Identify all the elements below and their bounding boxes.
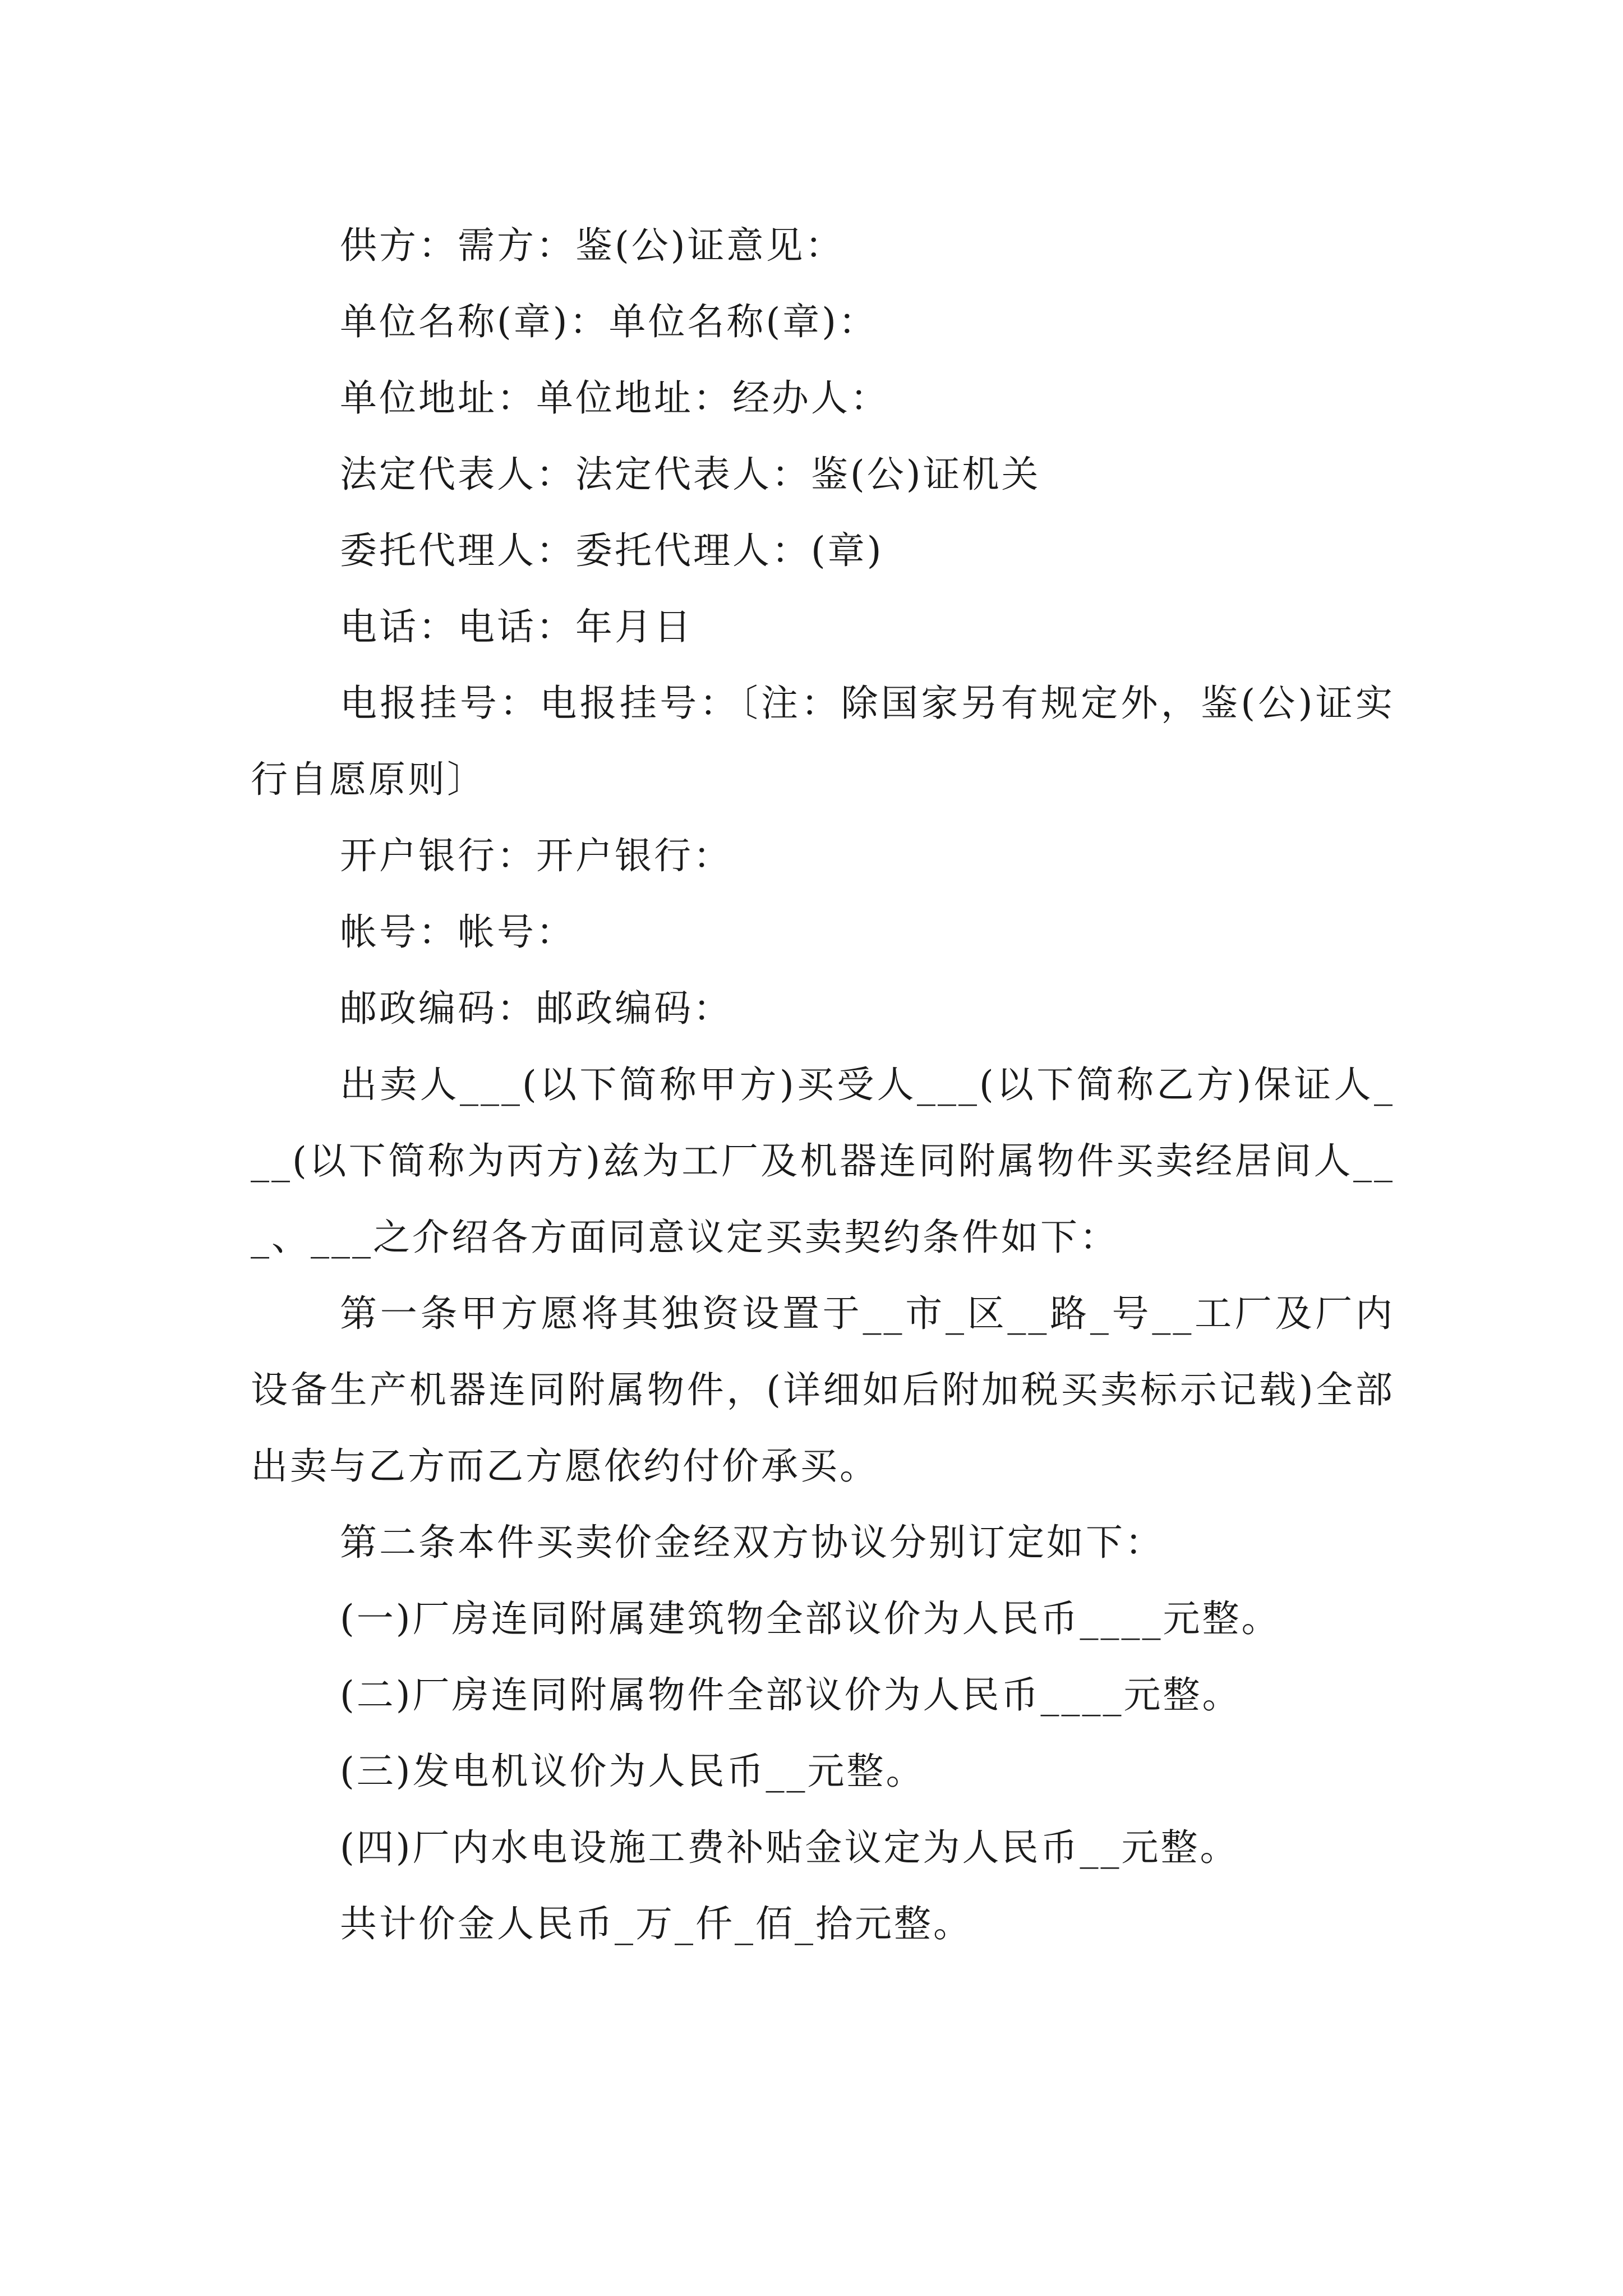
paragraph-postal-code: 邮政编码：邮政编码：: [340, 987, 732, 1030]
paragraph-article-1: 第一条甲方愿将其独资设置于__市_区__路_号__工厂及厂内设备生产机器连同附属物件，(详细如后附加税买卖标示记载)全部出卖与乙方而乙方愿依约付价承买。: [251, 1292, 1395, 1488]
paragraph-contract-intro: 出卖人___(以下简称甲方)买受人___(以下简称乙方)保证人___(以下简称为丙方)兹为工厂及机器连同附属物件买卖经居间人___、___之介绍各方面同意议定买卖契约条件如下：: [251, 1063, 1395, 1259]
paragraph-price-item-3: (三)发电机议价为人民币__元整。: [340, 1750, 925, 1793]
paragraph-account: 帐号：帐号：: [340, 910, 575, 954]
paragraph-price-item-4: (四)厂内水电设施工费补贴金议定为人民币__元整。: [340, 1826, 1239, 1869]
paragraph-unit-address: 单位地址：单位地址：经办人：: [340, 376, 889, 420]
document-body: [251, 208, 1395, 1962]
paragraph-telephone: 电话：电话：年月日: [340, 605, 693, 648]
paragraph-authorized-agent: 委托代理人：委托代理人：(章): [340, 529, 884, 572]
paragraph-unit-name: 单位名称(章)：单位名称(章)：: [340, 300, 878, 343]
paragraph-bank: 开户银行：开户银行：: [340, 834, 732, 877]
paragraph-price-total: 共计价金人民币_万_仟_佰_拾元整。: [340, 1902, 972, 1945]
paragraph-signatory-parties: 供方：需方：鉴(公)证意见：: [340, 224, 845, 267]
paragraph-telegraph: 电报挂号：电报挂号：〔注：除国家另有规定外，鉴(公)证实行自愿原则〕: [251, 682, 1395, 801]
paragraph-price-item-2: (二)厂房连同附属物件全部议价为人民币____元整。: [340, 1673, 1242, 1717]
paragraph-price-item-1: (一)厂房连同附属建筑物全部议价为人民币____元整。: [340, 1597, 1281, 1640]
paragraph-article-2: 第二条本件买卖价金经双方协议分别订定如下：: [340, 1521, 1164, 1564]
paragraph-legal-representative: 法定代表人：法定代表人：鉴(公)证机关: [340, 453, 1041, 496]
